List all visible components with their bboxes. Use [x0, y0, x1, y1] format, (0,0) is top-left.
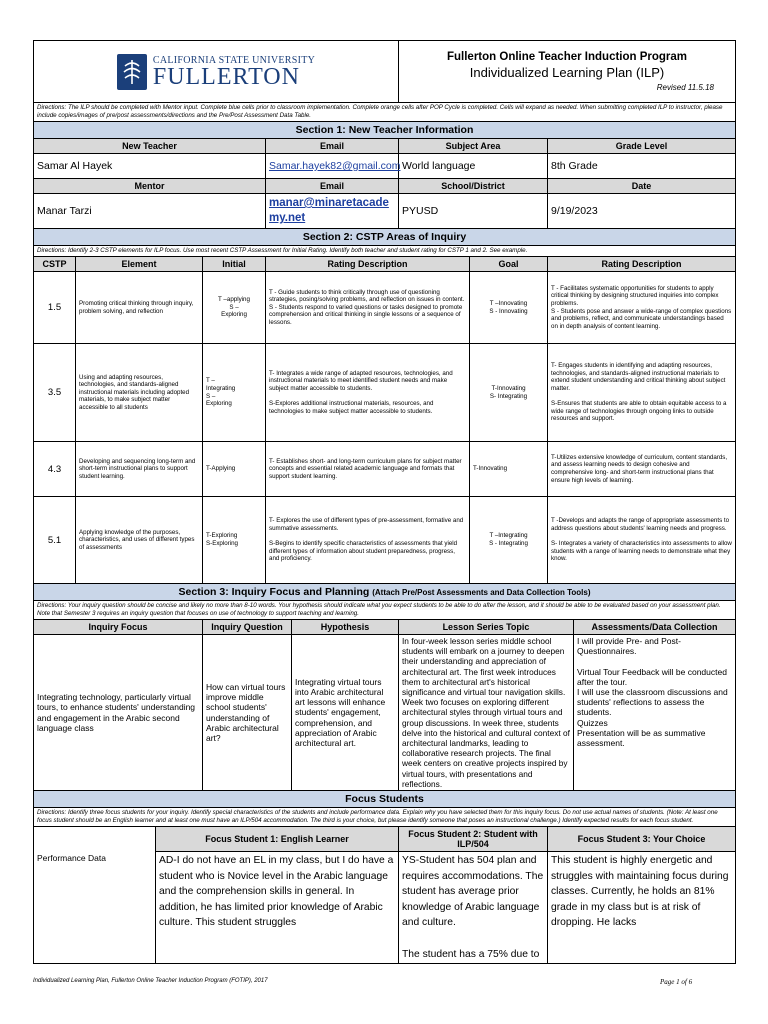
col-mentor: Mentor [34, 179, 266, 194]
school-district: PYUSD [399, 194, 548, 229]
cstp-row [34, 344, 736, 442]
col-inquiry-question: Inquiry Question [203, 620, 292, 635]
cstp-element: Developing and sequencing long-term and short-term instructional plans to support student learning. [76, 442, 203, 497]
section3-directions: Directions: Your inquiry question should be concise and likely no more than 8-10 words. Your hypothesis should indicate what you expect students to be able to do after the lesson, and it should be able to be evaluated based on your assessment plan. Note that Semester 3 requires an inquiry question that focuses on use of technology to support teaching and learning. [34, 601, 736, 620]
teacher-email-link[interactable]: Samar.hayek82@gmail.com [269, 160, 401, 172]
university-seal-icon [117, 54, 147, 90]
section2-directions: Directions: Identify 2-3 CSTP elements for ILP focus. Use most recent CSTP Assessment for Initial Rating. Identify both teacher and student rating for CSTP 1 and 2. See example. [34, 246, 736, 257]
col-focus-student-3: Focus Student 3: Your Choice [548, 827, 736, 852]
cstp-row [34, 497, 736, 584]
hypothesis: Integrating virtual tours into Arabic architectural art lessons will enhance students' engagement, comprehension, and appreciation of Arabic architectural art. [292, 635, 399, 791]
page-number: Page 1 of 6 [660, 978, 693, 986]
focus-students-directions: Directions: Identify three focus students for your inquiry. Identify special characteristics of the students and include performance data. Explain why you have selected them for this inquiry focus. Do not use actual names of students. (Note: At least one focus student should be an English learner and at least one must have an ILP/504 accommodation. The third is your choice, but please identify someone that poses an instructional challenge.) Identify expected results for each focus student. [34, 808, 736, 827]
main-directions: Directions: The ILP should be completed with Mentor input. Complete blue cells prior to classroom implementation. Complete orange cells after POP Cycle is completed. Cells will expand as needed. When submitting completed ILP to instructor, please include copies/images of pre/post assessments/directions and the Pre/Post Assessment Data Table. [34, 103, 736, 122]
performance-data-label: Performance Data [34, 852, 156, 964]
mentor-name: Manar Tarzi [34, 194, 266, 229]
cstp-goal: T –Innovating S - Innovating [470, 272, 548, 344]
logo-cell [34, 41, 399, 103]
section3-title-note: (Attach Pre/Post Assessments and Data Collection Tools) [372, 588, 591, 597]
mentor-email-link[interactable]: manar@minaretacademy.net [269, 197, 389, 224]
cstp-initial: T-Applying [203, 442, 266, 497]
program-title: Fullerton Online Teacher Induction Program [446, 51, 688, 63]
col-cstp: CSTP [34, 257, 76, 272]
col-focus-student-2: Focus Student 2: Student with ILP/504 [399, 827, 548, 852]
cstp-goal-rating: T- Engages students in identifying and adapting resources, technologies, and standards-aligned instructional materials to extend student understanding and critical thinking about subject matter. S-Ensures that students are able to obtain equitable access to a wide range of technologies through ongoing links to outside resources and support. [548, 344, 736, 442]
cstp-initial: T – Integrating S – Exploring [203, 344, 266, 442]
col-email: Email [266, 139, 399, 154]
mentor-date: 9/19/2023 [548, 194, 736, 229]
ilp-table [33, 40, 736, 964]
focus-student-2-data: YS-Student has 504 plan and requires accommodations. The student has average prior knowledge of Arabic language and culture. The student has a 75% due to [399, 852, 548, 964]
focus-student-3-data: This student is highly energetic and struggles with maintaining focus during classes. Currently, he holds an 81% grade in my class but is at risk of dropping. He lacks [548, 852, 736, 964]
col-hypothesis: Hypothesis [292, 620, 399, 635]
col-rating-description: Rating Description [266, 257, 470, 272]
col-grade-level: Grade Level [548, 139, 736, 154]
inquiry-question: How can virtual tours improve middle school students' understanding of Arabic architectural art? [203, 635, 292, 791]
col-focus-student-1: Focus Student 1: English Learner [156, 827, 399, 852]
col-lesson-series-topic: Lesson Series Topic [399, 620, 574, 635]
cstp-goal-rating: T -Develops and adapts the range of appropriate assessments to address questions about students' learning needs and progress. S- Integrates a variety of characteristics into assessments to allow students with a range of learning needs to demonstrate what they know. [548, 497, 736, 584]
cstp-initial: T-Exploring S-Exploring [203, 497, 266, 584]
cstp-rating: T- Establishes short- and long-term curriculum plans for subject matter concepts and essential related academic language and formats that support student learning. [266, 442, 470, 497]
col-assessments: Assessments/Data Collection [574, 620, 736, 635]
col-school-district: School/District [399, 179, 548, 194]
focus-students-title: Focus Students [34, 791, 736, 808]
assessments-data-collection: I will provide Pre- and Post-Questionnaires. Virtual Tour Feedback will be conducted after the tour. I will use the classroom discussions and students' reflections to assess the students. Quizzes Presentation will be as summative assessment. [574, 635, 736, 791]
cstp-goal-rating: T-Utilizes extensive knowledge of curriculum, content standards, and assess learning needs to design cohesive and comprehensive long- and short-term instructional plans that ensure high levels of learning. [548, 442, 736, 497]
cstp-rating: T- Integrates a wide range of adapted resources, technologies, and instructional materials to meet identified student needs and make subject matter accessible to students. S-Explores additional instructional materials, resources, and technologies to make subject matter accessible to students. [266, 344, 470, 442]
col-goal: Goal [470, 257, 548, 272]
cstp-element: Applying knowledge of the purposes, characteristics, and uses of different types of assessments [76, 497, 203, 584]
program-cell [399, 41, 736, 103]
col-mentor-email: Email [266, 179, 399, 194]
cstp-number: 5.1 [34, 497, 76, 584]
col-inquiry-focus: Inquiry Focus [34, 620, 203, 635]
col-goal-rating-description: Rating Description [548, 257, 736, 272]
focus-student-1-data: AD-I do not have an EL in my class, but I do have a student who is Novice level in the Arabic language and the comprehension skills in general. In addition, he has limited prior knowledge of Arabic culture. This student struggles [156, 852, 399, 964]
section3-title: Section 3: Inquiry Focus and Planning [178, 586, 370, 598]
subject-area: World language [399, 154, 548, 179]
section3-title-cell [34, 584, 736, 601]
cstp-goal: T –Integrating S - Integrating [470, 497, 548, 584]
plan-title: Individualized Learning Plan (ILP) [469, 65, 665, 80]
cstp-goal-rating: T - Facilitates systematic opportunities for students to apply critical thinking by designing structured inquiries into complex problems. S - Students pose and answer a wide-range of complex questions and problems, reflect, and communicate understandings based on in depth analysis of content learning. [548, 272, 736, 344]
university-top-text: CALIFORNIA STATE UNIVERSITY [152, 55, 316, 66]
ilp-document [33, 40, 735, 964]
col-date: Date [548, 179, 736, 194]
footer-left: Individualized Learning Plan, Fullerton Online Teacher Induction Program (FOTIP), 2017 [33, 978, 268, 984]
lesson-series-topic: In four-week lesson series middle school students will embark on a journey to deepen their understanding and appreciation of architectural art. The first week introduces them to architectural art's historical significance and virtual tour navigation skills. Week two focuses on exploring different architectural styles through virtual tours and group discussions. In week three, students delve into the historical and cultural context of architectural landmarks, leading to collaborative research projects. The final week centers on creative projects inspired by virtual tours, with presentations and reflections. [399, 635, 574, 791]
col-initial: Initial [203, 257, 266, 272]
cstp-rating: T- Explores the use of different types of pre-assessment, formative and summative assessments. S-Begins to identify specific characteristics of assessments that yield different types of information about student preparedness, progress, and proficiency. [266, 497, 470, 584]
cstp-row [34, 272, 736, 344]
cstp-element: Promoting critical thinking through inquiry, problem solving, and reflection [76, 272, 203, 344]
cstp-element: Using and adapting resources, technologies, and standards-aligned instructional materials including adopted materials, to make subject matter accessible to all students [76, 344, 203, 442]
cstp-number: 3.5 [34, 344, 76, 442]
revised-date: Revised 11.5.18 [656, 83, 715, 92]
cstp-goal: T-Innovating S- Integrating [470, 344, 548, 442]
cstp-number: 4.3 [34, 442, 76, 497]
col-element: Element [76, 257, 203, 272]
col-subject-area: Subject Area [399, 139, 548, 154]
inquiry-focus: Integrating technology, particularly virtual tours, to enhance students' understanding and engagement in the Arabic second language class [34, 635, 203, 791]
section2-title: Section 2: CSTP Areas of Inquiry [34, 229, 736, 246]
cstp-initial: T –applying S – Exploring [203, 272, 266, 344]
row-label-header [34, 827, 156, 852]
section1-title: Section 1: New Teacher Information [34, 122, 736, 139]
cstp-number: 1.5 [34, 272, 76, 344]
new-teacher-name: Samar Al Hayek [34, 154, 266, 179]
col-new-teacher: New Teacher [34, 139, 266, 154]
university-name: FULLERTON [152, 64, 300, 90]
cstp-row [34, 442, 736, 497]
cstp-rating: T - Guide students to think critically through use of questioning strategies, posing/solving problems, and reflection on issues in content. S - Students respond to varied questions or tasks designed to promote comprehension and critical thinking in single lessons or a sequence of lessons. [266, 272, 470, 344]
grade-level: 8th Grade [548, 154, 736, 179]
university-logo [37, 54, 395, 90]
cstp-goal: T-Innovating [470, 442, 548, 497]
